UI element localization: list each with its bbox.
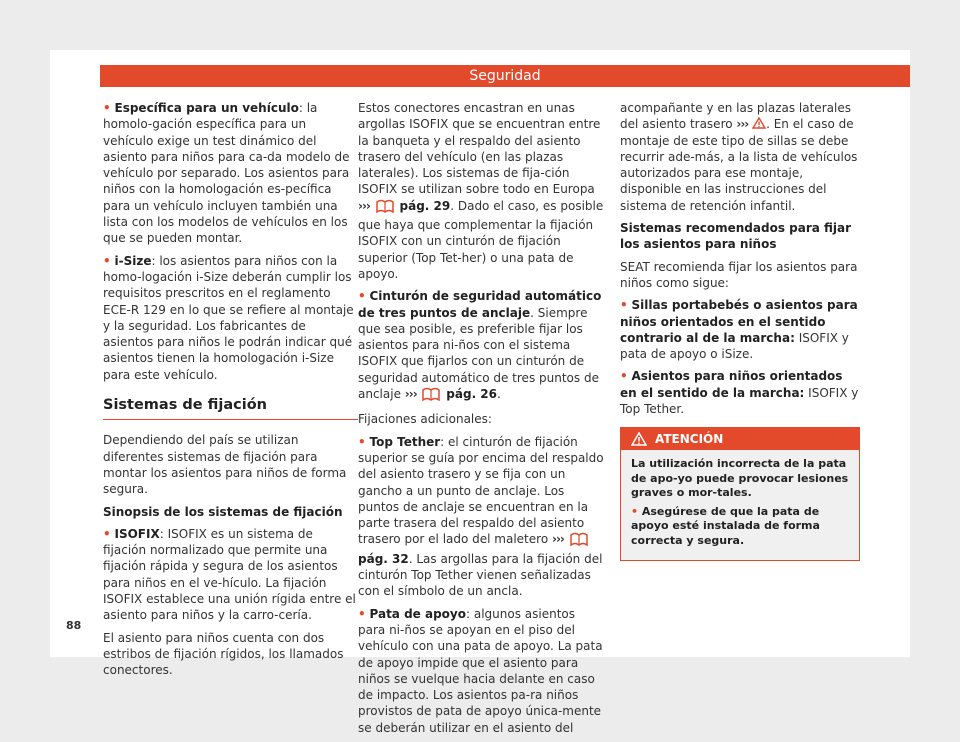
- text: .: [497, 387, 501, 402]
- text: . En el caso de montaje de este tipo de sillas se debe recurrir ade-más, a la lista de vehículos autorizados para ese montaje, disponible en las instrucciones del sistema de retención infantil.: [620, 117, 858, 213]
- paragraph: [358, 100, 604, 282]
- description: . Siempre que sea posible, es preferible fijar los asientos para ni-ños con el sistema ISOFIX que fijarlos con un cinturón de seguridad automático de tres puntos de anclaje: [358, 305, 599, 402]
- section-header-title: Seguridad: [469, 68, 541, 84]
- text: acompañante y en las plazas laterales del asiento trasero: [620, 101, 851, 132]
- list-item: [103, 100, 358, 247]
- list-item: [620, 368, 860, 417]
- subheading: Sinopsis de los sistemas de fijación: [103, 504, 343, 519]
- warning-text: Asegúrese de que la pata de apoyo esté instalada de forma correcta y segura.: [631, 504, 820, 547]
- list-item: [358, 606, 604, 736]
- paragraph: Fijaciones adicionales:: [358, 412, 492, 427]
- term: ISOFIX: [114, 526, 160, 541]
- term: Cinturón de seguridad automático de tres puntos de anclaje: [358, 289, 602, 320]
- bullet-icon: •: [620, 369, 628, 384]
- description: : ISOFIX es un sistema de fijación normalizado que permite una fijación rápida y segura de los asientos para niños en el ve-hículo. La fijación ISOFIX establece una unión rígida entre el asiento para niños y la carro-cería.: [103, 526, 356, 623]
- column-middle: [358, 100, 604, 742]
- bullet-icon: •: [103, 101, 111, 115]
- term: Sillas portabebés o asientos para niños orientados en el sentido contrario al de la marcha:: [620, 298, 858, 345]
- bullet-icon: •: [103, 253, 111, 268]
- warning-box: [620, 427, 860, 561]
- description: ISOFIX y pata de apoyo o iSize.: [620, 330, 849, 362]
- warning-body: [621, 450, 859, 560]
- paragraph: El asiento para niños cuenta con dos estribos de fijación rígidos, los llamados conectores.: [103, 630, 344, 678]
- list-item: [103, 526, 358, 624]
- list-item: [620, 297, 860, 362]
- reference-arrow: ›››: [404, 387, 417, 402]
- section-title: Sistemas de fijación: [103, 397, 358, 420]
- list-item: [103, 253, 358, 383]
- description: : los asientos para niños con la homo-logación i-Size deberán cumplir los requisitos prescritos en el reglamento ECE-R 129 en lo que se refiere al montaje y la seguridad. Los fabricantes de asientos para niños le podrán indicar qué asientos tienen la homologación i-Size para este vehículo.: [103, 253, 354, 382]
- description: : el cinturón de fijación superior se guía por encima del respaldo del asiento trasero y se fija con un gancho a un punto de anclaje. Los puntos de anclaje se encuentran en la parte trasera del respaldo del asiento trasero por el lado del maletero: [358, 434, 604, 547]
- text: Estos conectores encastran en unas argollas ISOFIX que se encuentran entre la banqueta y el respaldo del asiento trasero del vehículo (en las plazas laterales). Los sistemas de fija-ción ISOFIX se utilizan sobre todo en Europa: [358, 101, 601, 197]
- column-right: [620, 100, 860, 561]
- warning-triangle-icon: [631, 432, 655, 446]
- description: : algunos asientos para ni-ños se apoyan en el piso del vehículo con una pata de apoyo. La pata de apoyo impide que el asiento para niños se vuelque hacia delante en caso de impacto. Los asientos pa-ra niños provistos de pata de apoyo única-mente se deberán utilizar en el asiento del: [358, 606, 603, 735]
- paragraph: [620, 100, 860, 214]
- paragraph: SEAT recomienda fijar los asientos para niños como sigue:: [620, 259, 858, 290]
- warning-text: La utilización incorrecta de la pata de apo-yo puede provocar lesiones graves o mor-tales.: [631, 457, 849, 500]
- term: i-Size: [114, 253, 152, 268]
- bullet-icon: •: [103, 526, 111, 541]
- reference-arrow: ›››: [358, 198, 370, 213]
- list-item: [358, 434, 604, 600]
- warning-list-item: [631, 505, 849, 549]
- book-icon: [422, 387, 440, 405]
- page-reference-link[interactable]: pág. 26: [446, 387, 498, 402]
- column-left: [103, 100, 358, 685]
- subheading: Sistemas recomendados para fijar los asientos para niños: [620, 221, 852, 252]
- paragraph: Dependiendo del país se utilizan diferentes sistemas de fijación para montar los asientos para niños de forma segura.: [103, 433, 347, 497]
- warning-header: [621, 428, 859, 450]
- description: : la homolo-gación específica para un vehículo exige un test dinámico del asiento para niños para ca-da modelo de vehículo por separado. Los asientos para niños con la homologación es-pecífica para un vehículo incluyen también una lista con los modelos de vehículos en los que se pueden montar.: [103, 101, 350, 246]
- bullet-icon: •: [620, 298, 628, 313]
- bullet-icon: •: [358, 289, 366, 304]
- term: Pata de apoyo: [369, 606, 466, 621]
- reference-arrow: ›››: [552, 532, 564, 547]
- section-header: [100, 65, 910, 87]
- text: . Las argollas para la fijación del cinturón Top Tether vienen señalizadas con el símbolo de un ancla.: [358, 551, 603, 599]
- warning-title: ATENCIÓN: [655, 432, 724, 447]
- description: ISOFIX y Top Tether.: [620, 385, 859, 417]
- page-number: 88: [66, 619, 82, 632]
- book-icon: [570, 532, 588, 550]
- page-reference-link[interactable]: pág. 32: [358, 551, 409, 566]
- list-item: [358, 288, 604, 405]
- manual-page: [50, 50, 910, 735]
- page-reference-link[interactable]: pág. 29: [399, 198, 451, 213]
- term: Asientos para niños orientados en el sentido de la marcha:: [620, 369, 843, 400]
- term: Específica para un vehículo: [114, 101, 299, 115]
- bullet-icon: •: [358, 434, 366, 449]
- reference-arrow: ›››: [736, 117, 749, 132]
- text: . Dado el caso, es posible que haya que complementar la fijación ISOFIX con un cinturón de fijación superior (Top Tet-her) o una pata de apoyo.: [358, 198, 604, 281]
- warning-triangle-icon[interactable]: [752, 117, 766, 131]
- bullet-icon: •: [631, 504, 639, 518]
- book-icon: [376, 199, 394, 217]
- bullet-icon: •: [358, 606, 366, 621]
- term: Top Tether: [369, 434, 441, 449]
